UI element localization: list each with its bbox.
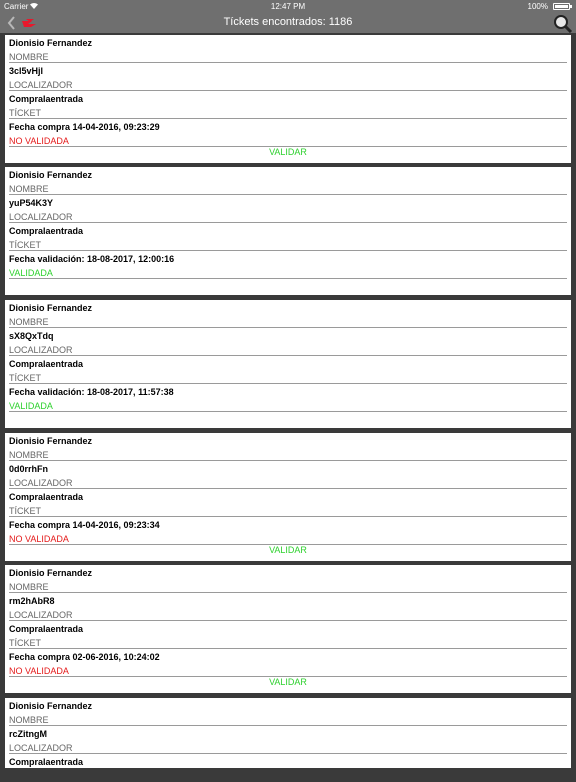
ticket-name: Dionisio Fernandez xyxy=(9,568,93,578)
ticket-locator: rm2hAbR8 xyxy=(9,596,55,606)
carrier-label: Carrier xyxy=(4,2,29,11)
ticket-name: Dionisio Fernandez xyxy=(9,170,93,180)
ticket-card xyxy=(5,565,571,693)
battery-icon xyxy=(553,3,570,10)
ticket-card xyxy=(5,300,571,428)
locator-label: LOCALIZADOR xyxy=(9,345,73,355)
ticket-locator-row xyxy=(9,461,567,489)
ticket-label: TÍCKET xyxy=(9,638,42,648)
name-label: NOMBRE xyxy=(9,715,49,725)
ticket-status-row xyxy=(9,384,567,412)
ticket-status-row xyxy=(9,251,567,279)
ticket-type-row xyxy=(9,621,567,649)
ticket-status-row xyxy=(9,649,567,677)
ticket-type-row xyxy=(9,489,567,517)
ticket-type-row xyxy=(9,91,567,119)
ticket-card xyxy=(5,698,571,768)
search-icon xyxy=(553,14,573,33)
locator-label: LOCALIZADOR xyxy=(9,610,73,620)
ticket-locator: sX8QxTdq xyxy=(9,331,54,341)
ticket-card xyxy=(5,167,571,295)
ticket-locator-row xyxy=(9,63,567,91)
ticket-status-row xyxy=(9,517,567,545)
ticket-label: TÍCKET xyxy=(9,108,42,118)
ticket-locator: 3cl5vHjl xyxy=(9,66,44,76)
status-badge: NO VALIDADA xyxy=(9,666,69,676)
ticket-card xyxy=(5,35,571,163)
ticket-type: Compralaentrada xyxy=(9,624,84,634)
ticket-name-row xyxy=(9,698,567,726)
ticket-type: Compralaentrada xyxy=(9,757,84,767)
ticket-type: Compralaentrada xyxy=(9,226,84,236)
ticket-name-row xyxy=(9,167,567,195)
battery-percent: 100% xyxy=(527,2,548,11)
ticket-locator-row xyxy=(9,726,567,754)
ticket-type: Compralaentrada xyxy=(9,492,84,502)
ticket-name-row xyxy=(9,35,567,63)
name-label: NOMBRE xyxy=(9,184,49,194)
ticket-label: TÍCKET xyxy=(9,373,42,383)
status-badge: NO VALIDADA xyxy=(9,534,69,544)
ticket-locator-row xyxy=(9,593,567,621)
ticket-type-row xyxy=(9,356,567,384)
ticket-locator: yuP54K3Y xyxy=(9,198,54,208)
ticket-locator: 0d0rrhFn xyxy=(9,464,49,474)
ticket-name-row xyxy=(9,300,567,328)
ticket-status-row xyxy=(9,119,567,147)
locator-label: LOCALIZADOR xyxy=(9,478,73,488)
ticket-type-row xyxy=(9,223,567,251)
name-label: NOMBRE xyxy=(9,52,49,62)
status-badge: NO VALIDADA xyxy=(9,136,69,146)
ticket-name-row xyxy=(9,565,567,593)
validate-button[interactable]: VALIDAR xyxy=(269,545,307,555)
status-badge: VALIDADA xyxy=(9,401,53,411)
navigation-bar xyxy=(0,13,576,33)
battery-tip xyxy=(570,5,572,8)
status-badge: VALIDADA xyxy=(9,268,53,278)
clock: 12:47 PM xyxy=(270,2,306,11)
validate-button[interactable]: VALIDAR xyxy=(269,677,307,687)
ticket-type: Compralaentrada xyxy=(9,94,84,104)
ticket-type: Compralaentrada xyxy=(9,359,84,369)
ticket-name: Dionisio Fernandez xyxy=(9,38,93,48)
locator-label: LOCALIZADOR xyxy=(9,743,73,753)
page-title: Tíckets encontrados: 1186 xyxy=(223,16,353,28)
ticket-locator-row xyxy=(9,195,567,223)
locator-label: LOCALIZADOR xyxy=(9,212,73,222)
ticket-date: Fecha compra 14-04-2016, 09:23:29 xyxy=(9,122,160,132)
ticket-date: Fecha validación: 18-08-2017, 12:00:16 xyxy=(9,254,175,264)
ticket-label: TÍCKET xyxy=(9,240,42,250)
ticket-date: Fecha compra 14-04-2016, 09:23:34 xyxy=(9,520,160,530)
ticket-type-row xyxy=(9,754,567,782)
ticket-name-row xyxy=(9,433,567,461)
search-button[interactable] xyxy=(553,14,573,33)
ticket-locator-row xyxy=(9,328,567,356)
ticket-card xyxy=(5,433,571,561)
ticket-locator: rcZitngM xyxy=(9,729,47,739)
name-label: NOMBRE xyxy=(9,450,49,460)
ticket-date: Fecha compra 02-06-2016, 10:24:02 xyxy=(9,652,160,662)
ticket-name: Dionisio Fernandez xyxy=(9,701,93,711)
status-bar xyxy=(0,0,576,13)
validate-button[interactable]: VALIDAR xyxy=(269,147,307,157)
name-label: NOMBRE xyxy=(9,582,49,592)
ticket-label: TÍCKET xyxy=(9,506,42,516)
ticket-name: Dionisio Fernandez xyxy=(9,303,93,313)
ticket-date: Fecha validación: 18-08-2017, 11:57:38 xyxy=(9,387,174,397)
ticket-name: Dionisio Fernandez xyxy=(9,436,93,446)
name-label: NOMBRE xyxy=(9,317,49,327)
locator-label: LOCALIZADOR xyxy=(9,80,73,90)
